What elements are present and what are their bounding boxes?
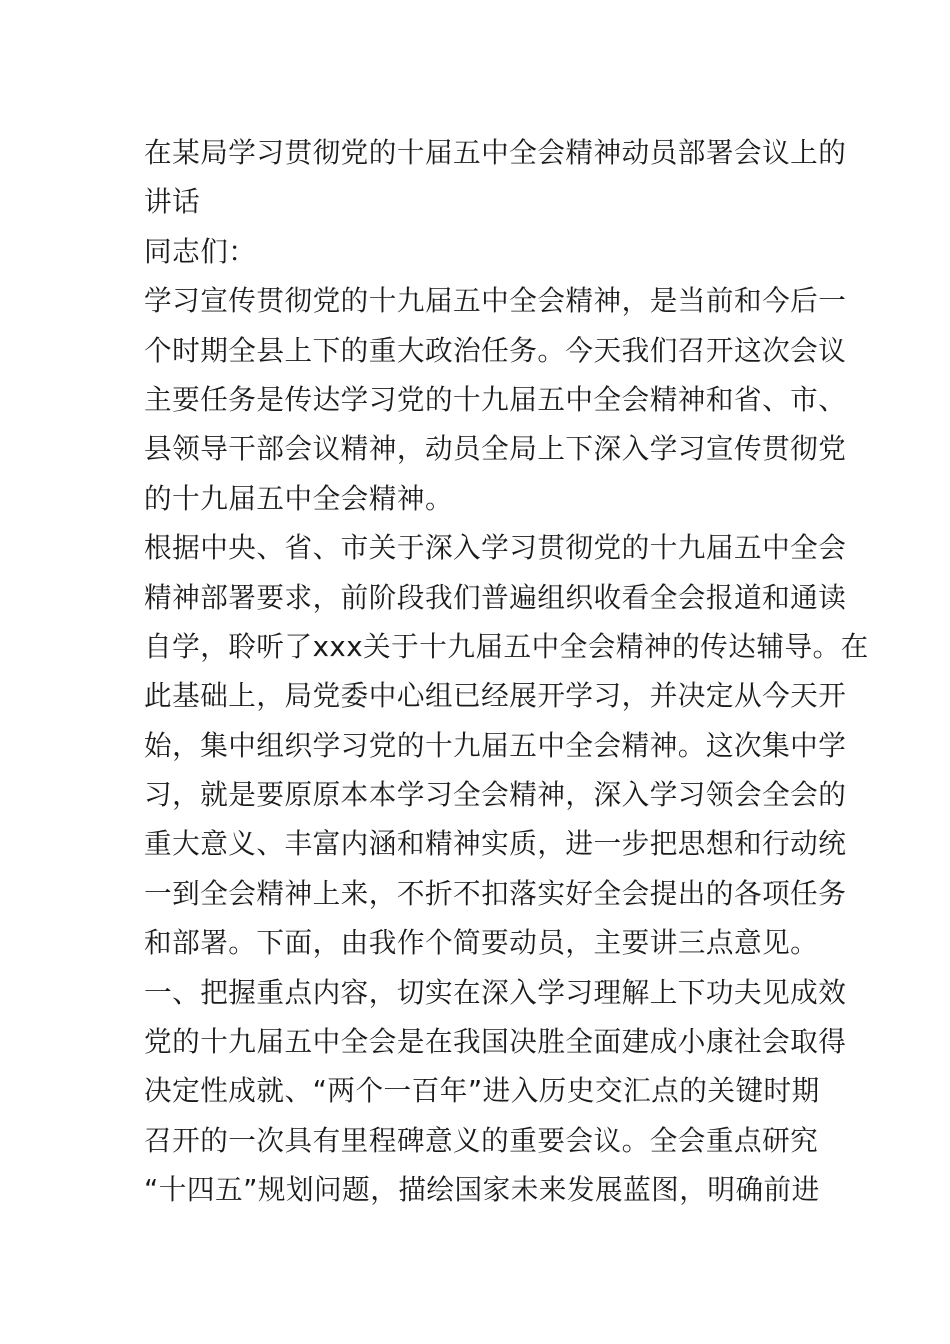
paragraph-2-line-4: 此基础上，局党委中心组已经展开学习，并决定从今天开 [144, 679, 847, 713]
paragraph-2-line-3: 自学，聆听了xxx关于十九届五中全会精神的传达辅导。在 [144, 629, 869, 663]
salutation: 同志们： [144, 234, 257, 268]
paragraph-1-line-5: 的十九届五中全会精神。 [144, 481, 454, 515]
paragraph-1-line-1: 学习宣传贯彻党的十九届五中全会精神，是当前和今后一 [144, 284, 847, 318]
paragraph-2-line-8: 一到全会精神上来，不折不扣落实好全会提出的各项任务 [144, 876, 847, 910]
section-heading-1: 一、把握重点内容，切实在深入学习理解上下功夫见成效 [144, 975, 847, 1009]
paragraph-3-line-4: “十四五”规划问题，描绘国家未来发展蓝图，明确前进 [144, 1173, 820, 1207]
paragraph-3-line-2: 决定性成就、“两个一百年”进入历史交汇点的关键时期 [144, 1074, 820, 1108]
paragraph-1-line-4: 县领导干部会议精神，动员全局上下深入学习宣传贯彻党 [144, 432, 847, 466]
paragraph-2-line-5: 始，集中组织学习党的十九届五中全会精神。这次集中学 [144, 728, 847, 762]
paragraph-3-line-3: 召开的一次具有里程碑意义的重要会议。全会重点研究 [144, 1123, 819, 1157]
title-line-1: 在某局学习贯彻党的十届五中全会精神动员部署会议上的 [144, 136, 847, 169]
title-line-2: 讲话 [144, 185, 201, 219]
paragraph-2-line-9: 和部署。下面，由我作个简要动员，主要讲三点意见。 [144, 926, 819, 960]
paragraph-1-line-2: 个时期全县上下的重大政治任务。今天我们召开这次会议 [144, 333, 847, 367]
paragraph-2-line-6: 习，就是要原原本本学习全会精神，深入学习领会全会的 [144, 778, 847, 812]
paragraph-2-line-7: 重大意义、丰富内涵和精神实质，进一步把思想和行动统 [144, 827, 847, 861]
document-page [144, 128, 869, 1215]
paragraph-2-line-1: 根据中央、省、市关于深入学习贯彻党的十九届五中全会 [144, 531, 847, 565]
paragraph-1-line-3: 主要任务是传达学习党的十九届五中全会精神和省、市、 [144, 382, 847, 416]
paragraph-2-line-2: 精神部署要求，前阶段我们普遍组织收看全会报道和通读 [144, 580, 847, 614]
paragraph-3-line-1: 党的十九届五中全会是在我国决胜全面建成小康社会取得 [144, 1025, 847, 1059]
